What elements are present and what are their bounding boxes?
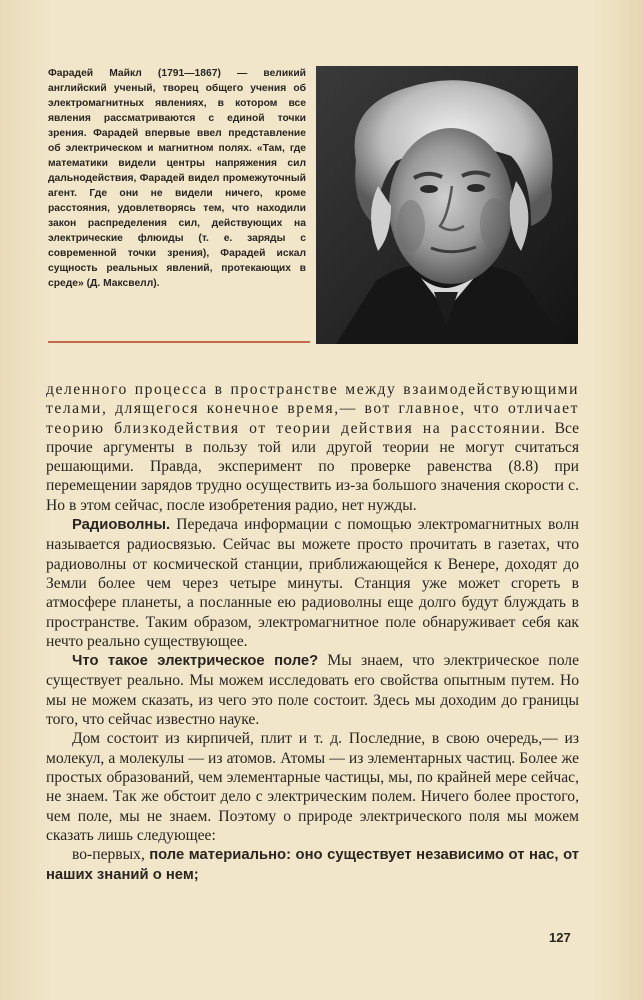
paragraph-text: Все прочие аргументы в пользу той или другой теории не могут считаться решающими. Правда, эксперимент по проверке равенства (8.8) при перемещении зарядов трудно осуществить из-за большого значения скорости с. Но в этом сейчас, после изобретения радио, нет нужды.: [46, 419, 579, 514]
paragraph: [46, 515, 579, 651]
paragraph: [46, 380, 579, 515]
page-number: 127: [549, 930, 571, 945]
paragraph-text: Передача информации с помощью электромагнитных волн называется радиосвязью. Сейчас вы можете просто прочитать в газетах, что радиоволны от космической станции, приближающейся к Венере, доходят до Земли более чем через четыре минуты. Станция уже может сгореть в атмосфере планеты, а посланные ею радиоволны еще долго будут блуждать в пространстве. Таким образом, электромагнитное поле обнаруживает себя как нечто реально существующее.: [46, 516, 579, 650]
paragraph-text-spaced: деленного процесса в пространстве между взаимодействующими телами, длящегося конечное время,— вот главное, что отличает теорию близкодействия от теории действия на расстоянии.: [46, 381, 579, 437]
main-text: [46, 380, 579, 886]
paragraph: [46, 651, 579, 729]
paragraph-text: Мы знаем, что электрическое поле существует реально. Мы можем исследовать его свойства опытным путем. Но мы не можем сказать, из чего это поле состоит. Здесь мы доходим до границы того, что сейчас известно науке.: [46, 652, 579, 729]
emphasized-statement: поле материально: оно существует независимо от нас, от наших знаний о нем;: [46, 847, 579, 884]
portrait-image: [316, 66, 578, 344]
paragraph-lead: во-первых,: [72, 846, 150, 864]
paragraph: [46, 845, 579, 886]
paragraph: Дом состоит из кирпичей, плит и т. д. Последние, в свою очередь,— из молекул, а молекулы — из атомов. Атомы — из элементарных частиц. Более же простых образований, чем элементарные частицы, мы, по крайней мере сейчас, не знаем. Так же обстоит дело с электрическим полем. Ничего более простого, чем поле, мы не знаем. Поэтому о природе электрического поля мы можем сказать лишь следующее:: [46, 730, 579, 844]
section-heading-radiowaves: Радиоволны.: [72, 517, 171, 534]
biography-text: (1791—1867) — великий английский ученый, творец общего учения об электромагнитных явлениях, в котором все явления рассматриваются с единой точки зрения. Фарадей впервые ввел представление об электрическом и магнитном полях. «Там, где математики видели центры напряжения сил дальнодействия, Фарадей видел промежуточный агент. Где они не видели ничего, кроме расстояния, удовлетворясь тем, что находили закон распределения сил, действующих на электрические флюиды (т. е. заряды с современной точки зрения), Фарадей искал сущность реальных явлений, протекающих в среде» (Д. Максвелл).: [48, 68, 306, 289]
biography-sidebar: [48, 66, 306, 291]
caption-divider: [48, 341, 310, 343]
biography-name: Фарадей Майкл: [48, 68, 142, 79]
section-heading-electric-field: Что такое электрическое поле?: [72, 653, 319, 670]
faraday-portrait: [316, 66, 578, 344]
